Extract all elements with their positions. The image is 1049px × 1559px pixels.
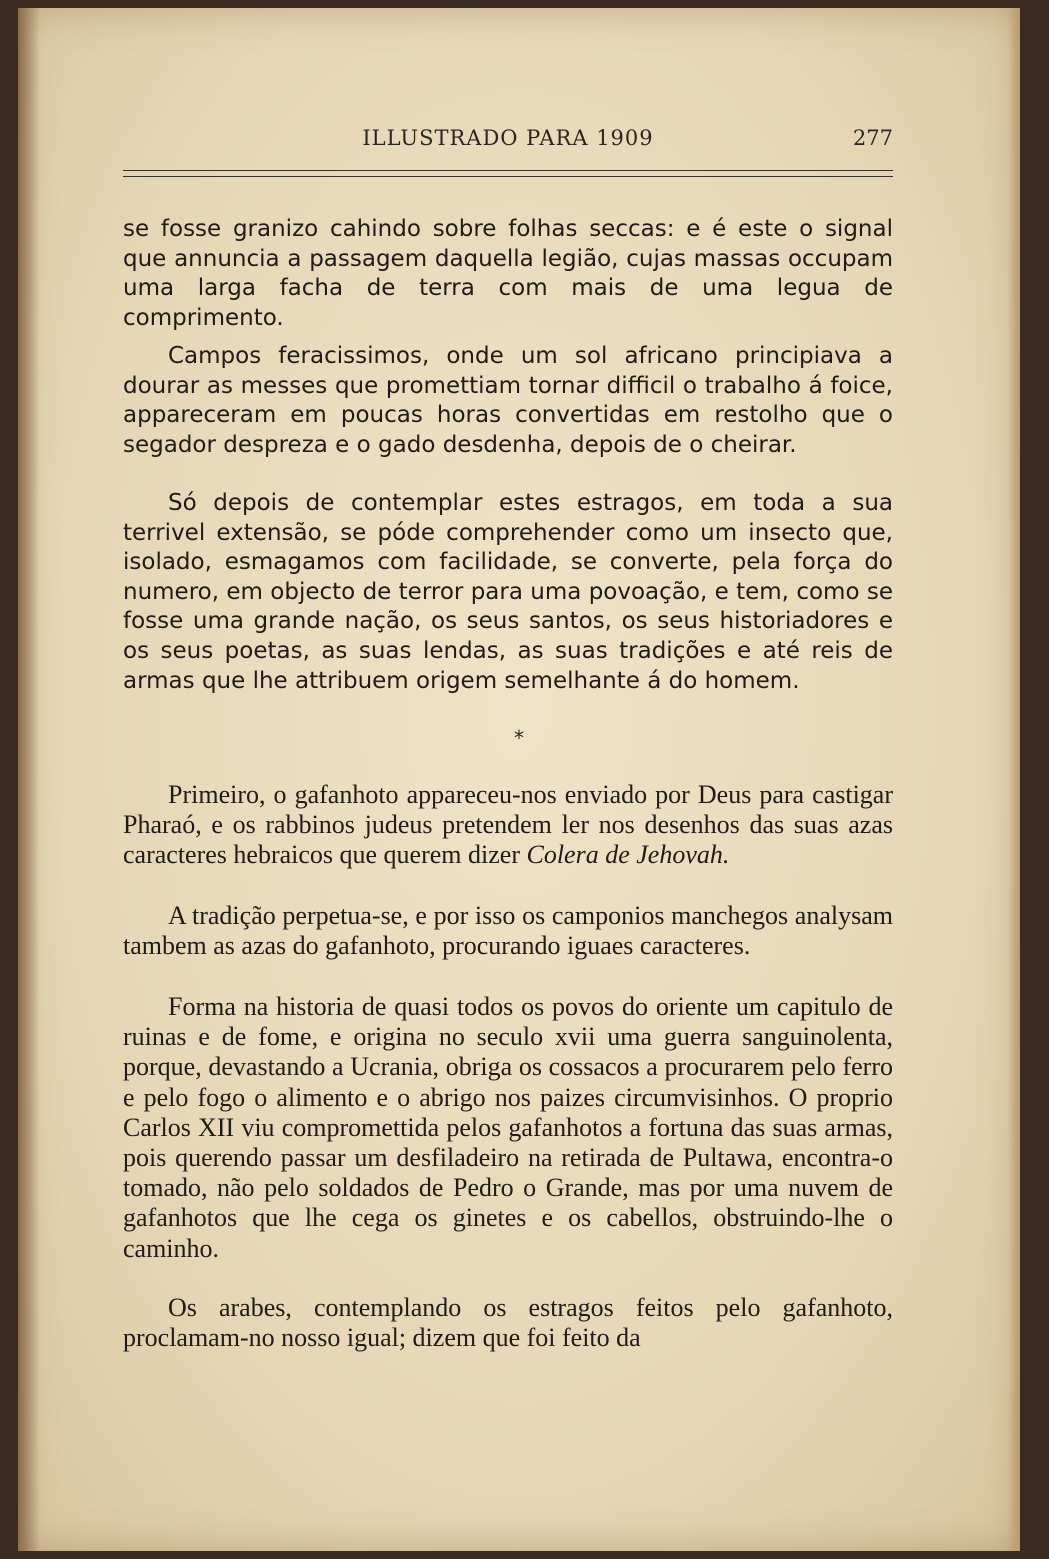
- paragraph-1: se fosse granizo cahindo sobre folhas seccas: e é este o signal que annuncia a passagem daquella legião, cujas massas occupam uma larga facha de terra com mais de uma legua de comprimento.: [123, 216, 893, 331]
- paragraph-3: Só depois de contemplar estes estragos, em toda a sua terrivel extensão, se póde comprehender como um insecto que, isolado, esmagamos com facilidade, se converte, pela força do numero, em objecto de terror para uma povoação, e tem, como se fosse uma grande nação, os seus santos, os seus historiadores e os seus poetas, as suas lendas, as suas tradições e até reis de armas que lhe attribuem origem semelhante á do homem.: [123, 490, 893, 694]
- running-header: [123, 126, 893, 166]
- paragraph-2: Campos feracissimos, onde um sol africano principiava a dourar as messes que promettiam tornar difficil o trabalho á foice, appareceram em poucas horas convertidas em restolho que o segador despreza e o gado desdenha, depois de o cheirar.: [123, 343, 893, 458]
- book-page: [18, 8, 1020, 1551]
- paragraph-5: A tradição perpetua-se, e por isso os camponios manchegos analysam tambem as azas do gafanhoto, procurando iguaes caracteres.: [123, 901, 893, 961]
- running-title: ILLUSTRADO PARA 1909: [362, 126, 654, 150]
- paragraph-4-text: Primeiro, o gafanhoto appareceu-nos enviado por Deus para castigar Pharaó, e os rabbinos judeus pretendem ler nos desenhos das suas azas caracteres hebraicos que querem dizer: [123, 780, 893, 870]
- page-spine-shadow: [18, 8, 40, 1551]
- italic-phrase: Colera de Jehovah.: [526, 840, 730, 870]
- page-number: 277: [852, 126, 893, 150]
- paragraph-6: Forma na historia de quasi todos os povos do oriente um capitulo de ruinas e de fome, e origina no seculo xvii uma guerra sanguinolenta, porque, devastando a Ucrania, obriga os cossacos a procurarem pelo ferro e pelo fogo o alimento e o abrigo nos paizes circumvisinhos. O proprio Carlos XII viu compromettida pelos gafanhotos a fortuna das suas armas, pois querendo passar um desfiladeiro na retirada de Pultawa, encontra-o tomado, não pelo soldados de Pedro o Grande, mas por uma nuvem de gafanhotos que lhe cega os ginetes e os cabellos, obstruindo-lhe o caminho.: [123, 992, 893, 1263]
- paragraph-4: [123, 780, 893, 871]
- page-edge-shadow: [1008, 8, 1020, 1551]
- paragraph-7: Os arabes, contemplando os estragos feitos pelo gafanhoto, proclamam-no nosso igual; dizem que foi feito da: [123, 1293, 893, 1353]
- header-double-rule: [123, 170, 893, 177]
- section-break-asterisk: *: [514, 726, 524, 750]
